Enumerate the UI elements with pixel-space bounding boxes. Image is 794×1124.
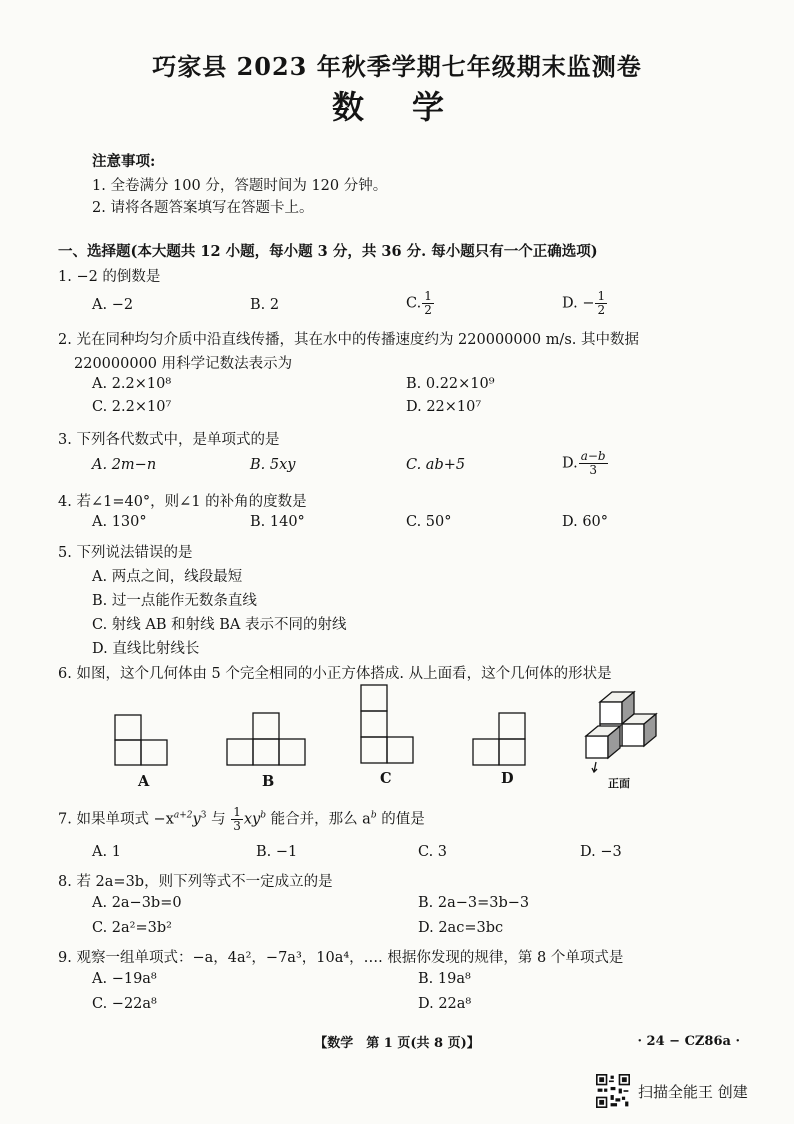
option-a: A. 2a−3b=0 <box>92 895 182 911</box>
option-b: B. −1 <box>256 844 298 860</box>
figure-label-c: C <box>380 770 392 787</box>
option-c: C. 3 <box>418 844 448 860</box>
option-c: C. 2a²=3b² <box>92 920 172 936</box>
option-b: B. 2a−3=3b−3 <box>418 895 530 911</box>
question-stem: 3. 下列各代数式中，是单项式的是 <box>58 432 280 448</box>
question-stem: 6. 如图，这个几何体由 5 个完全相同的小正方体搭成. 从上面看，这个几何体的形状是 <box>58 666 612 682</box>
option-b: B. 19a⁸ <box>418 971 471 987</box>
figure-option-b <box>226 712 308 766</box>
option-a: A. −19a⁸ <box>92 971 157 987</box>
option-b: B. 5xy <box>250 457 296 473</box>
option-c: C. 射线 AB 和射线 BA 表示不同的射线 <box>92 617 347 633</box>
option-a: A. 2m−n <box>92 457 157 473</box>
option-d: D. 60° <box>562 514 609 530</box>
scanner-text: 扫描全能王 创建 <box>638 1082 748 1101</box>
paper-code: · 24 − CZ86a · <box>637 1034 740 1049</box>
front-label: 正面 <box>608 777 630 790</box>
option-d: D. −3 <box>580 844 622 860</box>
exam-title: 巧家县 2023 年秋季学期七年级期末监测卷 <box>152 52 642 81</box>
option-c: C. 50° <box>406 514 452 530</box>
option-c: C. 2.2×10⁷ <box>92 399 172 415</box>
option-b: B. 2 <box>250 297 280 313</box>
option-c: C. −22a⁸ <box>92 996 157 1012</box>
figure-label-b: B <box>262 773 275 790</box>
question-stem: 1. −2 的倒数是 <box>58 269 161 285</box>
option-b: B. 过一点能作无数条直线 <box>92 593 257 609</box>
option-d: D. 直线比射线长 <box>92 641 200 657</box>
option-d: D. 2ac=3bc <box>418 920 504 936</box>
figure-option-c <box>360 684 416 766</box>
qr-code-icon <box>596 1074 630 1108</box>
notes-heading: 注意事项: <box>92 153 156 170</box>
section-heading: 一、选择题(本大题共 12 小题，每小题 3 分，共 36 分. 每小题只有一个正确选项) <box>58 243 598 260</box>
question-stem: 9. 观察一组单项式：−a，4a²，−7a³，10a⁴，…. 根据你发现的规律，第 8 个单项式是 <box>58 950 624 966</box>
note-item: 2. 请将各题答案填写在答题卡上。 <box>92 200 314 216</box>
scanner-watermark <box>596 1074 748 1108</box>
option-a: A. 2.2×10⁸ <box>92 376 172 392</box>
option-a: A. 1 <box>92 844 121 860</box>
option-d: D. $\frac{a-b}{3}$ <box>562 449 606 477</box>
option-d: D. 22a⁸ <box>418 996 472 1012</box>
option-c: C. ab+5 <box>406 457 466 473</box>
question-stem-cont: 220000000 用科学记数法表示为 <box>74 356 293 372</box>
option-a: A. −2 <box>92 297 134 313</box>
option-a: A. 130° <box>92 514 147 530</box>
figure-option-a <box>114 714 170 766</box>
figure-label-d: D <box>501 770 514 787</box>
question-stem: 2. 光在同种均匀介质中沿直线传播，其在水中的传播速度约为 220000000 m/s. 其中数据 <box>58 332 639 348</box>
question-stem: 5. 下列说法错误的是 <box>58 545 193 561</box>
option-d: D. 22×10⁷ <box>406 399 482 415</box>
solid-figure <box>582 684 672 774</box>
option-b: B. 140° <box>250 514 305 530</box>
figure-label-a: A <box>138 773 150 790</box>
option-a: A. 两点之间，线段最短 <box>92 569 243 585</box>
option-b: B. 0.22×10⁹ <box>406 376 495 392</box>
question-stem: 8. 若 2a=3b，则下列等式不一定成立的是 <box>58 874 333 890</box>
question-stem: 4. 若∠1=40°，则∠1 的补角的度数是 <box>58 494 307 510</box>
page-footer: 【数学 第 1 页(共 8 页)】 <box>314 1036 480 1051</box>
option-c: C. $\frac{1}{2}$ <box>406 289 432 317</box>
option-d: D. − $\frac{1}{2}$ <box>562 289 606 317</box>
subject-title: 数学 <box>331 88 492 126</box>
note-item: 1. 全卷满分 100 分，答题时间为 120 分钟。 <box>92 178 388 194</box>
question-stem: 7. 如果单项式 $-x^{a+2}y^3$ 与 $\frac{1}{3}$ $xy^b$ 能合并，那么 $a^b$ 的值是 <box>58 805 425 833</box>
figure-option-d <box>472 712 528 766</box>
